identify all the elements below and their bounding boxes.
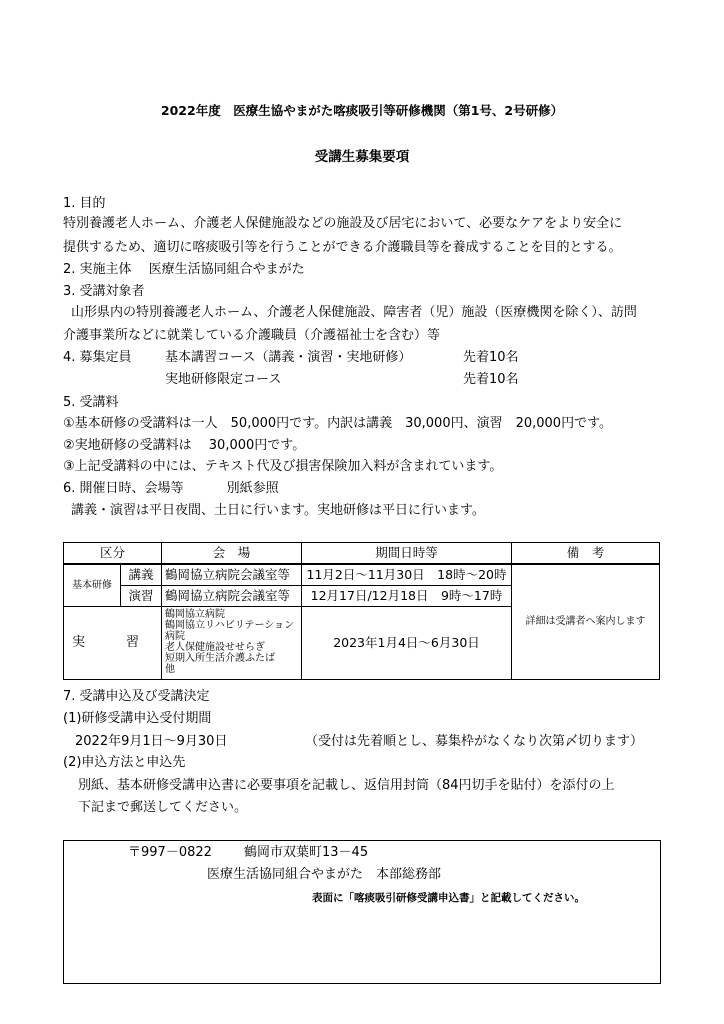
table-header-row [64,543,660,565]
course-basic: 基本講習コース（講義・演習・実地研修） [165,350,412,365]
practical-venue-item: 老人保健施設せせらぎ [165,642,265,653]
practical-venue-item: 短期入所生活介護ふたば [165,653,275,664]
application-period-note: （受付は先着順とし、募集枠がなくなり次第〆切ります） [305,734,644,749]
section-7-text-line2: 下記まで郵送してください。 [78,800,248,815]
lecture-period: 11月2日～11月30日 18時～20時 [302,564,512,586]
fee-item-1: ①基本研修の受講料は一人 50,000円です。内訳は講義 30,000円、演習 20,000円です。 [63,416,613,431]
table-row [64,564,660,586]
section-7-heading: 7. 受講申込及び受講決定 [63,689,210,704]
header-period: 期間日時等 [302,543,512,565]
document-title: 2022年度 医療生協やまがた喀痰吸引等研修機関（第1号、2号研修） [160,103,564,118]
header-notes: 備 考 [512,543,660,565]
course-practical: 実地研修限定コース [165,372,282,387]
section-7-text-line1: 別紙、基本研修受講申込書に必要事項を記載し、返信用封筒（84円切手を貼付）を添付の上 [78,778,615,793]
section-3-text-line1: 山形県内の特別養護老人ホーム、介護老人保健施設、障害者（児）施設（医療機関を除く）、訪問 [71,305,637,320]
practical-venues [162,607,302,680]
exercise-period: 12月17日/12月18日 9時～17時 [302,586,512,607]
lecture-venue: 鶴岡協立病院会議室等 [162,564,302,586]
capacity-basic: 先着10名 [463,350,519,365]
section-3-heading: 3. 受講対象者 [63,284,145,299]
document-subtitle: 受講生募集要項 [314,149,410,165]
section-1-heading: 1. 目的 [63,196,106,211]
exercise-venue: 鶴岡協立病院会議室等 [162,586,302,607]
application-period: 2022年9月1日～9月30日 [75,734,228,749]
section-2-heading: 2. 実施主体 医療生活協同組合やまがた [63,262,305,277]
section-4-heading: 4. 募集定員 [63,350,132,365]
envelope-note: 表面に「喀痰吸引研修受講申込書」と記載してください。 [312,892,585,904]
basic-training-label: 基本研修 [64,564,121,607]
section-7-sub2: (2)申込方法と申込先 [63,755,186,770]
organization-name: 医療生活協同組合やまがた 本部総務部 [207,867,442,882]
postal-code: 〒997－0822 [128,845,212,860]
fee-item-3: ③上記受講料の中には、テキスト代及び損害保険加入料が含まれています。 [63,459,503,474]
address-box [63,840,661,984]
section-1-text-line1: 特別養護老人ホーム、介護老人保健施設などの施設及び居宅において、必要なケアをより安全に [63,216,623,231]
section-1-text-line2: 提供するため、適切に喀痰吸引等を行うことができる介護職員等を養成することを目的とする。 [63,240,622,255]
section-6-heading: 6. 開催日時、会場等 別紙参照 [63,481,279,496]
capacity-practical: 先着10名 [463,372,519,387]
section-3-text-line2: 介護事業所などに就業している介護職員（介護福祉士を含む）等 [63,328,441,343]
practical-venue-item: 鶴岡協立リハビリテーション病院 [165,620,295,642]
header-kubun: 区分 [64,543,162,565]
section-5-heading: 5. 受講料 [63,395,119,410]
section-7-sub1: (1)研修受講申込受付期間 [63,711,212,726]
notes-cell: 詳細は受講者へ案内します [512,564,660,680]
section-6-text: 講義・演習は平日夜間、土日に行います。実地研修は平日に行います。 [71,503,485,518]
fee-item-2: ②実地研修の受講料は 30,000円です。 [63,438,306,453]
practical-venue-item: 他 [165,664,175,675]
practical-label: 実 習 [64,607,162,680]
header-venue: 会 場 [162,543,302,565]
lecture-label: 講義 [121,564,162,586]
schedule-table [63,542,660,680]
practical-period: 2023年1月4日～6月30日 [302,607,512,680]
address-line: 鶴岡市双葉町13－45 [244,845,369,860]
practical-venue-item: 鶴岡協立病院 [165,609,225,620]
exercise-label: 演習 [121,586,162,607]
